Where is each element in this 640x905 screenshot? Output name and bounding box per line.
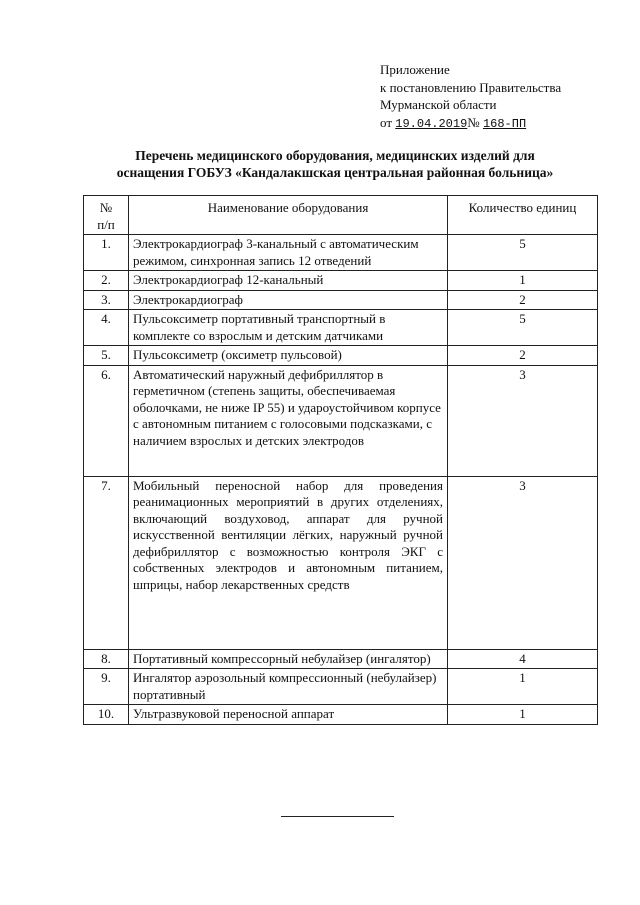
row-name: Пульсоксиметр портативный транспортный в комплекте со взрослым и детским датчиками xyxy=(129,310,448,346)
row-name: Автоматический наружный дефибриллятор в герметичном (степень защиты, обеспечиваемая оболочками, не ниже IP 55) и удароустойчивом корпусе с автономным питанием с голосовыми подсказками, с наличием взрослых и детских электродов xyxy=(129,365,448,476)
table-row xyxy=(84,310,598,346)
equipment-table xyxy=(83,195,598,725)
row-number: 6. xyxy=(84,365,129,476)
row-number: 5. xyxy=(84,346,129,366)
row-number: 2. xyxy=(84,271,129,291)
header-number xyxy=(84,196,129,235)
row-number: 9. xyxy=(84,669,129,705)
table-row xyxy=(84,235,598,271)
row-number: 10. xyxy=(84,705,129,725)
appendix-block xyxy=(380,61,561,133)
table-row xyxy=(84,290,598,310)
row-quantity: 2 xyxy=(448,290,598,310)
table-header-row xyxy=(84,196,598,235)
row-name: Ингалятор аэрозольный компрессионный (небулайзер) портативный xyxy=(129,669,448,705)
row-name: Ультразвуковой переносной аппарат xyxy=(129,705,448,725)
appendix-region-line: Мурманской области xyxy=(380,97,497,112)
end-separator-line xyxy=(281,816,394,817)
appendix-date-line xyxy=(380,114,561,134)
row-name: Электрокардиограф 12-канальный xyxy=(129,271,448,291)
table-row xyxy=(84,669,598,705)
table-row xyxy=(84,705,598,725)
row-name: Пульсоксиметр (оксиметр пульсовой) xyxy=(129,346,448,366)
table-row xyxy=(84,649,598,669)
resolution-date: 19.04.2019 xyxy=(395,116,468,131)
table-row xyxy=(84,365,598,476)
number-label: № xyxy=(467,114,480,130)
appendix-title: Приложение xyxy=(380,62,450,77)
appendix-resolution-line: к постановлению Правительства xyxy=(380,79,562,95)
row-quantity: 2 xyxy=(448,346,598,366)
row-quantity: 3 xyxy=(448,476,598,649)
row-number: 8. xyxy=(84,649,129,669)
row-quantity: 1 xyxy=(448,705,598,725)
row-name: Мобильный переносной набор для проведения реанимационных мероприятий в других отделениях, включающий воздуховод, аппарат для ручной искусственной вентиляции лёгких, наружный ручной дефибриллятор с возможностью контроля ЭКГ с собственных электродов и автономным питанием, шприцы, набор лекарственных средств xyxy=(129,476,448,649)
from-label: от xyxy=(380,114,393,130)
table-row xyxy=(84,346,598,366)
row-number: 3. xyxy=(84,290,129,310)
row-quantity: 1 xyxy=(448,271,598,291)
row-quantity: 5 xyxy=(448,235,598,271)
row-name: Электрокардиограф 3-канальный с автоматическим режимом, синхронная запись 12 отведений xyxy=(129,235,448,271)
row-quantity: 3 xyxy=(448,365,598,476)
row-number: 7. xyxy=(84,476,129,649)
row-name: Электрокардиограф xyxy=(129,290,448,310)
table-row xyxy=(84,476,598,649)
row-quantity: 4 xyxy=(448,649,598,669)
title-line-2: оснащения ГОБУЗ «Кандалакшская центральная районная больница» xyxy=(116,165,554,180)
row-quantity: 5 xyxy=(448,310,598,346)
row-number: 1. xyxy=(84,235,129,271)
header-number-symbol: № xyxy=(99,200,113,215)
header-name: Наименование оборудования xyxy=(129,196,448,235)
header-number-abbr: п/п xyxy=(97,216,115,232)
resolution-number: 168-ПП xyxy=(482,116,527,131)
row-number: 4. xyxy=(84,310,129,346)
row-quantity: 1 xyxy=(448,669,598,705)
table-row xyxy=(84,271,598,291)
document-title xyxy=(60,147,610,181)
row-name: Портативный компрессорный небулайзер (ингалятор) xyxy=(129,649,448,669)
title-line-1: Перечень медицинского оборудования, медицинских изделий для xyxy=(135,148,535,163)
header-quantity: Количество единиц xyxy=(448,196,598,235)
